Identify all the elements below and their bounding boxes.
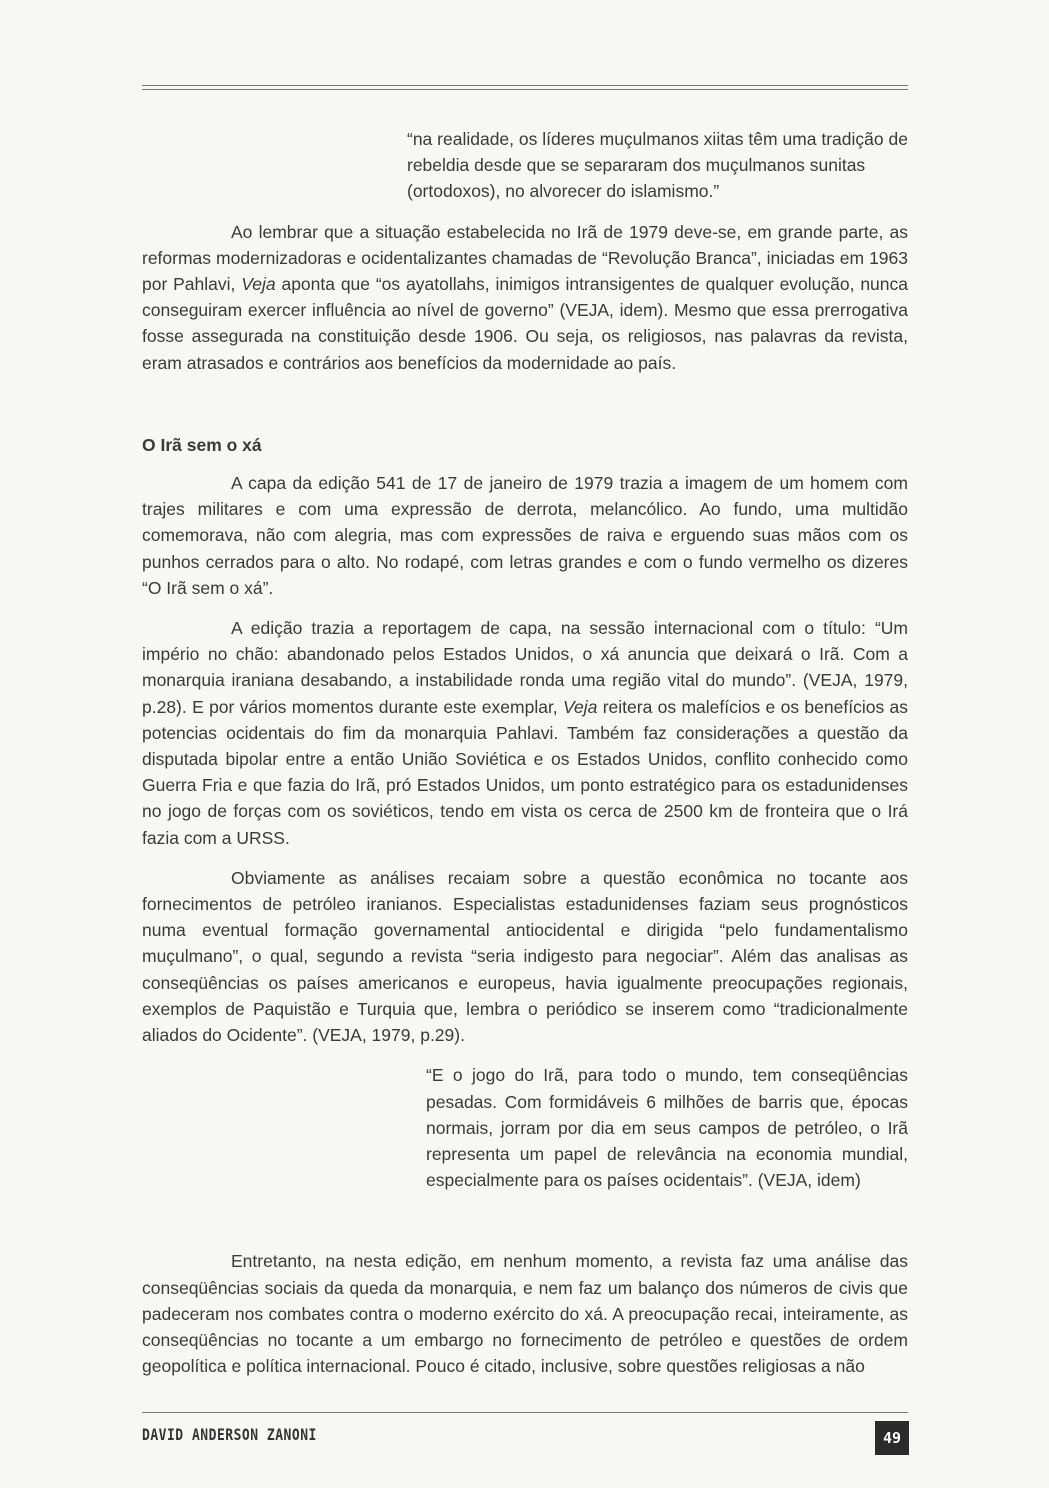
footer-author: DAVID ANDERSON ZANONI xyxy=(142,1426,317,1445)
block-quote-1: “na realidade, os líderes muçulmanos xiitas têm uma tradição de rebeldia desde que se separaram dos muçulmanos sunitas (ortodoxos), no alvorecer do islamismo.” xyxy=(407,129,908,202)
paragraph-4: Obviamente as análises recaiam sobre a questão econômica no tocante aos fornecimentos de petróleo iranianos. Especialistas estadunidenses faziam seus prognósticos numa eventual formação governamental antiocidental e dirigida “pelo fundamentalismo muçulmano”, o qual, segundo a revista “seria indigesto para negociar”. Além das analisas as conseqüências os países americanos e europeus, havia igualmente preocupações regionais, exemplos de Paquistão e Turquia que, lembra o periódico se inserem como “tradicionalmente aliados do Ocidente”. (VEJA, 1979, p.29). xyxy=(142,867,908,1046)
paragraph-3-italic: Veja xyxy=(563,696,598,717)
footer-rule xyxy=(142,1412,908,1413)
paragraph-1-italic: Veja xyxy=(241,274,276,295)
paragraph-3 xyxy=(142,615,908,851)
block-quote-2: “E o jogo do Irã, para todo o mundo, tem conseqüências pesadas. Com formidáveis 6 milhões de barris que, épocas normais, jorram por dia em seus campos de petróleo, o Irã representa um papel de relevância na economia mundial, especialmente para os países ocidentais”. (VEJA, idem) xyxy=(426,1065,908,1191)
paragraph-1 xyxy=(142,219,908,376)
paragraph-2: A capa da edição 541 de 17 de janeiro de 1979 trazia a imagem de um homem com trajes militares e com uma expressão de derrota, melancólico. Ao fundo, uma multidão comemorava, não com alegria, mas com expressões de raiva e erguendo suas mãos com os punhos cerrados para o alto. No rodapé, com letras grandes e com o fundo vermelho os dizeres “O Irã sem o xá”. xyxy=(142,473,908,598)
paragraph-1-text-a: Ao lembrar que a situação estabelecida no Irã de 1979 deve-se, em grande parte, as reformas modernizadoras e ocidentalizantes chamadas de “Revolução Branca”, iniciadas em 1963 por Pahlavi, xyxy=(142,221,908,295)
page-body xyxy=(142,126,908,1379)
paragraph-3-text-b: reitera os malefícios e os benefícios as potencias ocidentais do fim da monarquia Pahlavi. Também faz considerações a questão da disputada bipolar entre a então União Soviética e os Estados Unidos, conflito conhecido como Guerra Fria e que fazia do Irã, pró Estados Unidos, um ponto estratégico para os estadunidenses no jogo de forças com os soviéticos, tendo em vista os cerca de 2500 km de fronteira que o Irá fazia com a URSS. xyxy=(142,696,908,848)
paragraph-1-text-b: aponta que “os ayatollahs, inimigos intransigentes de qualquer evolução, nunca conseguiram exercer influência ao nível de governo” (VEJA, idem). Mesmo que essa prerrogativa fosse assegurada na constituição desde 1906. Ou seja, os religiosos, nas palavras da revista, eram atrasados e contrários aos benefícios da modernidade ao país. xyxy=(142,274,908,373)
paragraph-3-text-a: A edição trazia a reportagem de capa, na sessão internacional com o título: “Um império no chão: abandonado pelos Estados Unidos, o xá anuncia que deixará o Irã. Com a monarquia iraniana desabando, a instabilidade ronda uma região vital do mundo”. (VEJA, 1979, p.28). E por vários momentos durante este exemplar, xyxy=(142,618,908,717)
section-heading: O Irã sem o xá xyxy=(142,434,262,455)
paragraph-5: Entretanto, na nesta edição, em nenhum momento, a revista faz uma análise das conseqüências sociais da queda da monarquia, e nem faz um balanço dos números de civis que padeceram nos combates contra o moderno exército do xá. A preocupação recai, inteiramente, as conseqüências no tocante a um embargo no fornecimento de petróleo e questões de ordem geopolítica e política internacional. Pouco é citado, inclusive, sobre questões religiosas a não xyxy=(142,1251,908,1377)
page-number-badge: 49 xyxy=(875,1421,909,1455)
header-rule xyxy=(142,85,908,90)
